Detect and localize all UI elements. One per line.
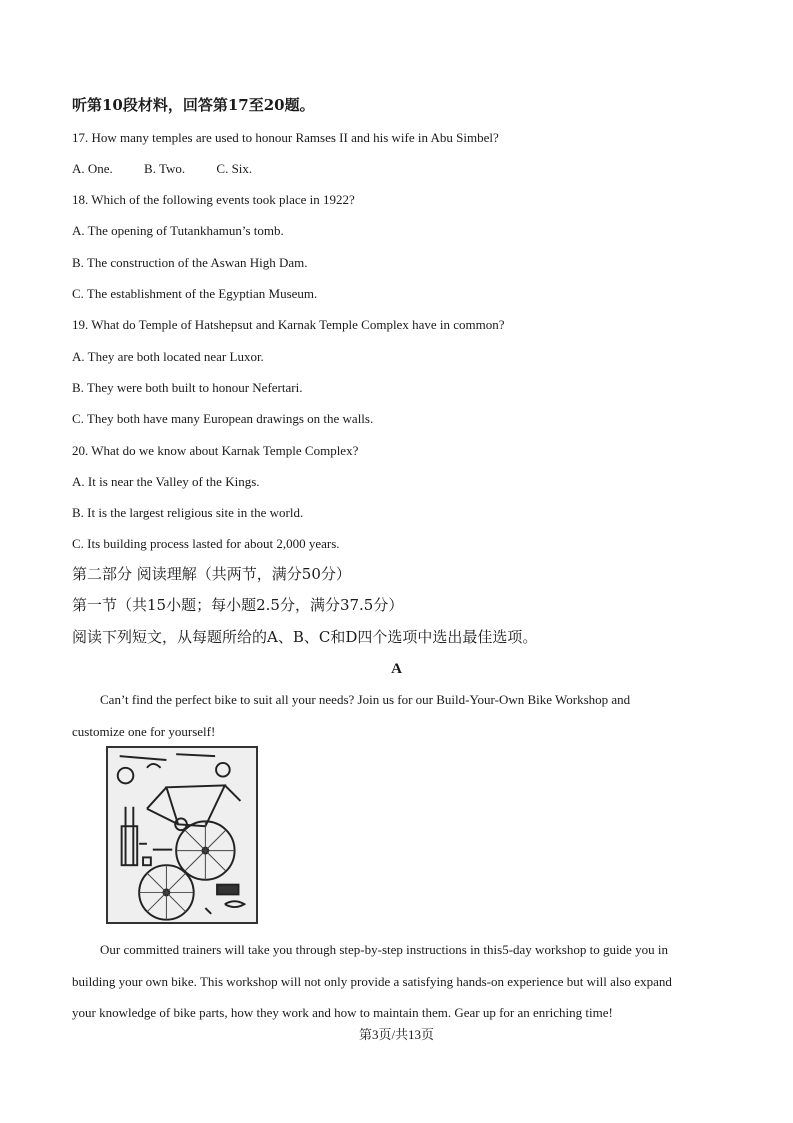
passage-para2-line1: Our committed trainers will take you through step-by-step instructions in this5-day workshop to guide you in xyxy=(100,942,668,957)
page-footer: 第3页/共13页 xyxy=(358,1027,435,1042)
question-19-option-b: B. They were both built to honour Nefertari. xyxy=(72,380,303,395)
section-one-heading: 第一节（共15小题；每小题2.5分，满分37.5分） xyxy=(72,596,404,614)
passage-para2-line3: your knowledge of bike parts, how they work and how to maintain them. Gear up for an enriching time! xyxy=(72,1005,613,1020)
passage-letter: A xyxy=(391,661,402,677)
question-19: 19. What do Temple of Hatshepsut and Karnak Temple Complex have in common? xyxy=(72,317,505,332)
passage-para2-line2: building your own bike. This workshop will not only provide a satisfying hands-on experience but will also expand xyxy=(72,974,672,989)
question-18: 18. Which of the following events took place in 1922? xyxy=(72,192,355,207)
bike-parts-illustration xyxy=(108,748,256,922)
question-20-option-b: B. It is the largest religious site in the world. xyxy=(72,505,304,520)
question-20-option-c: C. Its building process lasted for about 2,000 years. xyxy=(72,536,340,551)
passage-para1-line1: Can’t find the perfect bike to suit all your needs? Join us for our Build-Your-Own Bike Workshop and xyxy=(100,692,631,707)
section-intro: 听第10段材料，回答第17至20题。 xyxy=(72,96,315,114)
question-18-option-a: A. The opening of Tutankhamun’s tomb. xyxy=(72,223,284,238)
option-a: A. One. xyxy=(72,161,113,176)
question-18-option-b: B. The construction of the Aswan High Dam. xyxy=(72,255,308,270)
part-two-heading: 第二部分 阅读理解（共两节，满分50分） xyxy=(72,565,351,583)
question-19-option-a: A. They are both located near Luxor. xyxy=(72,349,264,364)
question-17: 17. How many temples are used to honour Ramses II and his wife in Abu Simbel? xyxy=(72,130,499,145)
bike-parts-image xyxy=(106,746,258,924)
question-19-option-c: C. They both have many European drawings on the walls. xyxy=(72,411,374,426)
question-20-option-a: A. It is near the Valley of the Kings. xyxy=(72,474,260,489)
option-b: B. Two. xyxy=(144,161,186,176)
option-c: C. Six. xyxy=(216,161,253,176)
question-18-option-c: C. The establishment of the Egyptian Museum. xyxy=(72,286,318,301)
reading-instruction: 阅读下列短文，从每题所给的A、B、C和D四个选项中选出最佳选项。 xyxy=(72,628,538,646)
passage-para1-line2: customize one for yourself! xyxy=(72,724,216,739)
question-20: 20. What do we know about Karnak Temple Complex? xyxy=(72,443,359,458)
question-17-options xyxy=(72,161,280,177)
